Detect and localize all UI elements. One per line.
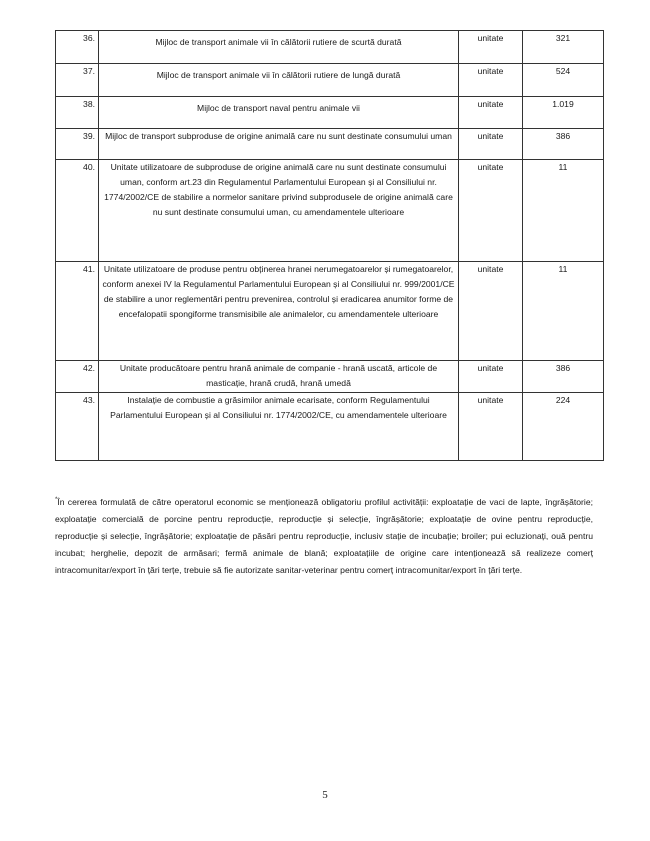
row-description: Mijloc de transport subproduse de origine animală care nu sunt destinate consumului uman	[99, 129, 459, 160]
row-number: 42.	[56, 361, 99, 393]
row-number: 36.	[56, 31, 99, 64]
footnote	[55, 494, 593, 579]
footnote-text: În cererea formulată de către operatorul economic se menționează obligatoriu profilul activității: exploatație de vaci de lapte, îngrășătorie; exploatație comercială de porcine pentru reproducție, reproducție și selecție, îngrășătorie; exploatație de ovine pentru reproducție, reproducție și selecție, îngrășătorie; exploatație de păsări pentru reproducție, inclusiv stație de incubație; broiler; pui ecluzionați, ouă pentru incubat; herghelie, depozit de armăsari; fermă animale de blană; exploatațiile de origine care intenționează să realizeze comerț intracomunitar/export în țări terțe, trebuie să fie autorizate sanitar-veterinar pentru comerț intracomunitar/export în țări terțe.	[55, 497, 593, 575]
table-row	[56, 160, 604, 262]
footnote-marker: *	[55, 497, 58, 504]
row-value: 321	[523, 31, 604, 64]
row-description: Unitate utilizatoare de produse pentru obținerea hranei nerumegatoarelor și rumegatoarelor, conform anexei IV la Regulamentul Parlamentului European și al Consiliului nr. 999/2001/CE de stabilire a unor reglementări pentru prevenirea, controlul și eradicarea anumitor forme de encefalopatii spongiforme transmisibile ale animalelor, cu amendamentele ulterioare	[99, 262, 459, 361]
table-row	[56, 31, 604, 64]
table-row	[56, 262, 604, 361]
row-number: 40.	[56, 160, 99, 262]
table-row	[56, 361, 604, 393]
row-value: 1.019	[523, 97, 604, 129]
row-unit: unitate	[459, 361, 523, 393]
row-description: Unitate utilizatoare de subproduse de origine animală care nu sunt destinate consumului uman, conform art.23 din Regulamentul Parlamentului European și al Consiliului nr. 1774/2002/CE de stabilire a normelor sanitare privind subprodusele de origine animală care nu sunt destinate consumului uman, cu amendamentele ulterioare	[99, 160, 459, 262]
row-description: Mijloc de transport animale vii în călătorii rutiere de scurtă durată	[99, 31, 459, 64]
row-value: 11	[523, 160, 604, 262]
row-number: 43.	[56, 393, 99, 461]
row-value: 386	[523, 361, 604, 393]
row-number: 41.	[56, 262, 99, 361]
row-unit: unitate	[459, 97, 523, 129]
row-unit: unitate	[459, 262, 523, 361]
table-row	[56, 97, 604, 129]
row-number: 38.	[56, 97, 99, 129]
row-description: Mijloc de transport naval pentru animale vii	[99, 97, 459, 129]
row-value: 386	[523, 129, 604, 160]
row-unit: unitate	[459, 64, 523, 97]
row-unit: unitate	[459, 129, 523, 160]
page-number: 5	[322, 789, 328, 801]
table-row	[56, 393, 604, 461]
row-unit: unitate	[459, 160, 523, 262]
row-value: 11	[523, 262, 604, 361]
fee-table	[55, 30, 604, 461]
row-description: Instalație de combustie a grăsimilor animale ecarisate, conform Regulamentului Parlamentului European și al Consiliului nr. 1774/2002/CE, cu amendamentele ulterioare	[99, 393, 459, 461]
row-unit: unitate	[459, 31, 523, 64]
table-row	[56, 129, 604, 160]
table-row	[56, 64, 604, 97]
row-number: 37.	[56, 64, 99, 97]
row-description: Mijloc de transport animale vii în călătorii rutiere de lungă durată	[99, 64, 459, 97]
row-value: 524	[523, 64, 604, 97]
row-number: 39.	[56, 129, 99, 160]
row-value: 224	[523, 393, 604, 461]
row-unit: unitate	[459, 393, 523, 461]
row-description: Unitate producătoare pentru hrană animale de companie - hrană uscată, articole de masticație, hrană crudă, hrană umedă	[99, 361, 459, 393]
